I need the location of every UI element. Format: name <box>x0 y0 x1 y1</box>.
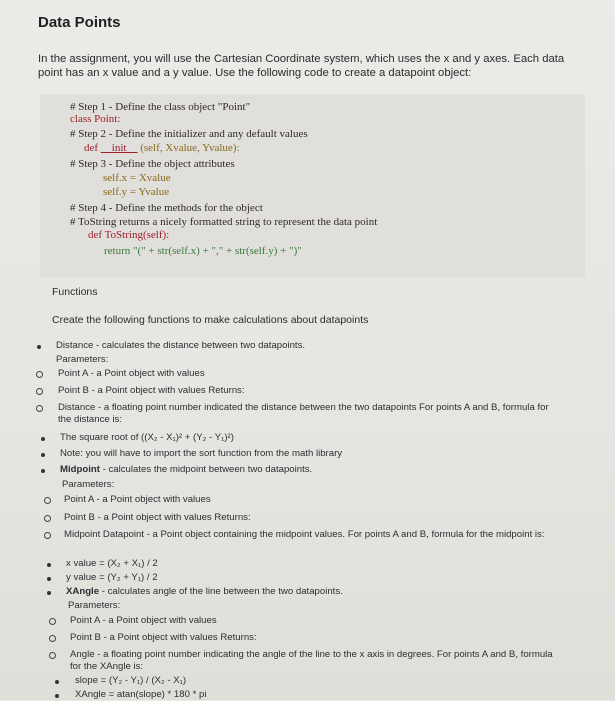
xangle-point-b: Point B - a Point object with values Returns: <box>70 632 257 643</box>
code-line-8: # Step 4 - Define the methods for the object <box>70 202 263 214</box>
code-line-7: self.y = Yvalue <box>103 186 170 198</box>
bullet-ring <box>36 388 43 395</box>
distance-heading: Distance - calculates the distance between two datapoints. <box>56 340 306 351</box>
bullet-dot <box>47 577 51 581</box>
code-line-1: # Step 1 - Define the class object "Point" <box>70 101 251 113</box>
bullet-dot <box>47 591 51 595</box>
xangle-point-a: Point A - a Point object with values <box>70 615 217 626</box>
bullet-ring <box>36 371 43 378</box>
midpoint-parameters-label: Parameters: <box>62 479 115 490</box>
midpoint-y-formula: y value = (Y₂ + Y₁) / 2 <box>66 572 158 583</box>
bullet-dot <box>41 453 45 457</box>
code-line-6: self.x = Xvalue <box>103 172 171 184</box>
xangle-formula: XAngle = atan(slope) * 180 * pi <box>75 689 207 700</box>
bullet-dot <box>47 563 51 567</box>
code-init-args: (self, Xvalue, Yvalue): <box>140 142 240 154</box>
distance-point-b: Point B - a Point object with values Returns: <box>58 385 245 396</box>
midpoint-label: Midpoint <box>60 464 100 475</box>
midpoint-x-formula: x value = (X₂ + X₁) / 2 <box>66 558 158 569</box>
code-def-keyword: def <box>84 142 99 154</box>
code-init-name: __init__ <box>100 142 138 154</box>
midpoint-point-b: Point B - a Point object with values Returns: <box>64 512 251 523</box>
code-line-11: return "(" + str(self.x) + "," + str(self.y) + ")" <box>104 245 302 257</box>
intro-paragraph: In the assignment, you will use the Cartesian Coordinate system, which uses the x and y axes. Each data point has an x value and a y value. Use the following code to create a datapoint object: <box>38 53 565 79</box>
bullet-ring <box>49 652 56 659</box>
bullet-dot <box>41 437 45 441</box>
code-line-10: def ToString(self): <box>88 229 170 241</box>
code-line-9: # ToString returns a nicely formatted string to represent the data point <box>70 216 378 228</box>
bullet-ring <box>44 515 51 522</box>
functions-heading: Functions <box>52 286 98 298</box>
bullet-dot <box>37 345 41 349</box>
bullet-dot <box>55 694 59 698</box>
midpoint-description: - calculates the midpoint between two datapoints. <box>99 464 313 475</box>
xangle-description: - calculates angle of the line between the two datapoints. <box>99 586 343 597</box>
midpoint-heading <box>60 464 312 476</box>
code-line-5: # Step 3 - Define the object attributes <box>70 158 235 170</box>
bullet-ring <box>44 497 51 504</box>
distance-formula: The square root of ((X₂ - X₁)² + (Y₂ - Y₁)²) <box>60 432 234 443</box>
functions-intro: Create the following functions to make calculations about datapoints <box>52 314 369 326</box>
distance-note: Note: you will have to import the sort function from the math library <box>60 448 343 459</box>
distance-returns: Distance - a floating point number indicated the distance between the two datapoints For points A and B, formula for the distance is: <box>58 402 549 425</box>
xangle-returns: Angle - a floating point number indicating the angle of the line to the x axis in degrees. For points A and B, formula for the XAngle is: <box>70 649 553 672</box>
distance-point-a: Point A - a Point object with values <box>58 368 205 379</box>
bullet-dot <box>41 469 45 473</box>
bullet-dot <box>55 680 59 684</box>
code-line-2: class Point: <box>70 113 121 125</box>
code-line-3: # Step 2 - Define the initializer and any default values <box>70 128 308 140</box>
bullet-ring <box>49 635 56 642</box>
xangle-heading <box>66 586 343 598</box>
xangle-label: XAngle <box>66 586 100 597</box>
page-title: Data Points <box>38 14 121 31</box>
bullet-ring <box>44 532 51 539</box>
bullet-ring <box>49 618 56 625</box>
distance-parameters-label: Parameters: <box>56 354 109 365</box>
code-line-4 <box>84 142 240 154</box>
bullet-ring <box>36 405 43 412</box>
slope-formula: slope = (Y₂ - Y₁) / (X₂ - X₁) <box>75 675 187 686</box>
xangle-parameters-label: Parameters: <box>68 600 121 611</box>
midpoint-returns: Midpoint Datapoint - a Point object containing the midpoint values. For points A and B, formula for the midpoint is: <box>64 529 545 540</box>
midpoint-point-a: Point A - a Point object with values <box>64 494 211 505</box>
